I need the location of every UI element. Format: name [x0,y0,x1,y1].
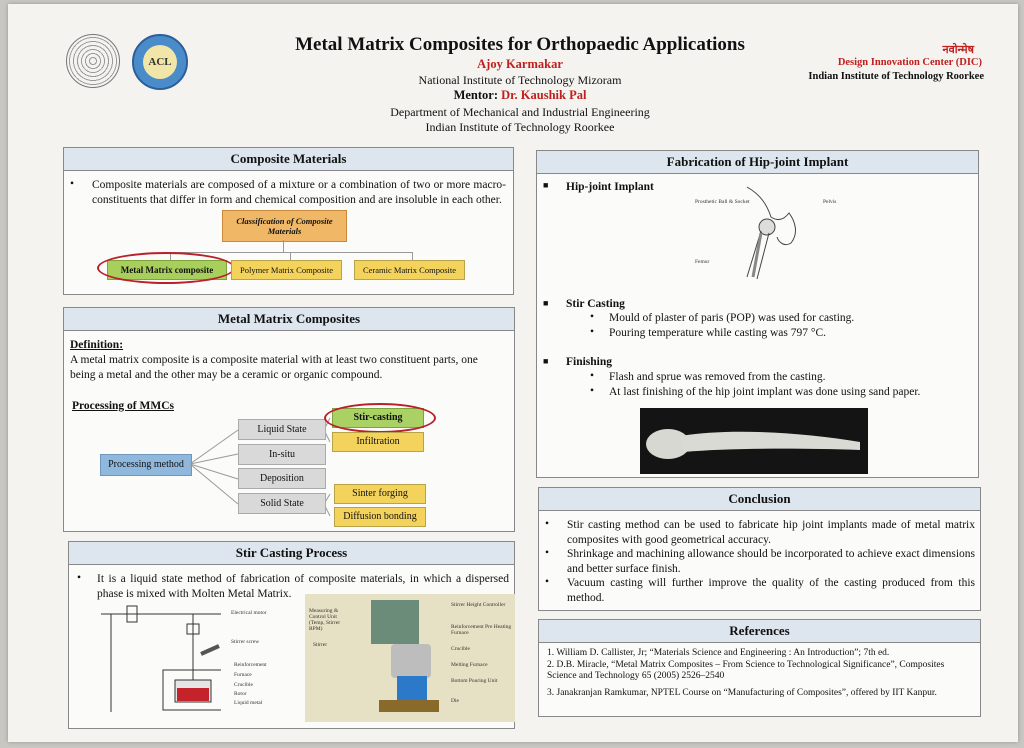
composite-text: Composite materials are composed of a mixture or a combination of two or more macro-constituents that differ in form and chemical composition and are insoluble in each other. [92,179,506,206]
hip-implant-photo [640,408,868,474]
mentor-prefix: Mentor: [453,88,502,102]
square-bullet-icon: ■ [543,356,549,366]
references-title: References [539,620,980,643]
bullet-icon: • [545,547,550,559]
bullet-icon: • [545,518,550,530]
poster-title: Metal Matrix Composites for Orthopaedic Applications [295,34,745,55]
conclusion-point-3: Vacuum casting will further improve the quality of the casting produced from this method. [567,577,975,604]
photo-label: Melting Furnace [451,662,488,668]
liquid-state-box: Liquid State [238,419,326,440]
finishing-label: Finishing [566,356,613,368]
mentor-line [0,88,1024,103]
conclusion-panel [538,487,981,611]
reference-1: 1. William D. Callister, Jr; “Materials Science and Engineering : An Introduction”; 7th ed. [547,648,890,658]
classification-box: Classification of Composite Materials [222,210,347,242]
institute: Indian Institute of Technology Roorkee [425,120,615,134]
polymer-matrix-box: Polymer Matrix Composite [231,260,342,280]
stir-point-1: Mould of plaster of paris (POP) was used for casting. [609,312,855,324]
conclusion-point-2: Shrinkage and machining allowance should be incorporated to achieve exact dimensions and better surface finish. [567,548,975,575]
control-unit [371,600,419,644]
connector [290,252,291,260]
photo-label: Bottom Pouring Unit [451,678,498,684]
bullet-icon: • [545,576,550,588]
die [379,700,439,712]
label-rotor: Rotor [234,691,247,697]
conclusion-title: Conclusion [539,488,980,511]
bullet-icon: • [590,385,595,397]
deposition-box: Deposition [238,468,326,489]
definition-label: Definition: [70,339,124,351]
label-stirrer-screw: Stirrer screw [231,639,260,645]
processing-label: Processing of MMCs [72,400,174,412]
finish-point-1: Flash and sprue was removed from the casting. [609,371,826,383]
reference-2: 2. D.B. Miracle, “Metal Matrix Composites – From Science to Technological Significance”, Composites Science and Technology 65 (2005) 2526–2540 [547,660,945,681]
label-pelvis: Pelvis [823,199,837,205]
composite-materials-title: Composite Materials [64,148,513,171]
label-reinforcement: Reinforcement [234,662,267,668]
department: Department of Mechanical and Industrial Engineering [390,105,650,119]
square-bullet-icon: ■ [543,180,549,190]
references-panel [538,619,981,717]
photo-label: Die [451,698,459,704]
stir-casting-photo [305,594,515,722]
composite-materials-panel [63,147,514,295]
photo-label: Stirrer Height Controller [451,602,506,608]
photo-label: Stirrer [313,642,328,648]
label-liquid-metal: Liquid metal [234,700,263,706]
finish-point-2: At last finishing of the hip joint implant was done using sand paper. [609,386,921,398]
acl-logo-text: ACL [143,45,177,79]
fabrication-panel [536,150,979,478]
label-femur: Femur [695,259,710,265]
stir-point-2: Pouring temperature while casting was 797 °C. [609,327,826,339]
stir-casting-label: Stir Casting [566,298,625,310]
square-bullet-icon: ■ [543,298,549,308]
dic-hindi: नवोन्मेष [942,44,974,56]
sinter-forging-box: Sinter forging [334,484,426,504]
ceramic-matrix-box: Ceramic Matrix Composite [354,260,465,280]
stir-casting-panel [68,541,515,729]
hip-joint-sketch [727,181,817,281]
mentor-name: Dr. Kaushik Pal [501,88,587,102]
label-crucible: Crucible [234,682,253,688]
definition-text: A metal matrix composite is a composite material with at least two constituent parts, one being a metal and the other may be a ceramic or organic compound. [70,354,478,381]
bullet-icon: • [590,326,595,338]
conclusion-point-1: Stir casting method can be used to fabricate hip joint implants made of metal matrix composites with good geometrical accuracy. [567,519,975,546]
dic-institute: Indian Institute of Technology Roorkee [808,71,984,82]
pouring-unit [397,676,427,702]
connector [170,252,413,253]
label-electrical-motor: Electrical motor [231,610,267,616]
stir-casting-title: Stir Casting Process [69,542,514,565]
diffusion-bonding-box: Diffusion bonding [334,507,426,527]
metal-matrix-box: Metal Matrix composite [107,260,227,280]
highlight-ring [97,252,235,284]
hip-joint-label: Hip-joint Implant [566,181,654,193]
mmc-panel [63,307,515,532]
author-institute: National Institute of Technology Mizoram [418,73,622,87]
photo-label: Measuring & Control Unit (Temp, Stirrer RPM) [309,608,341,632]
infiltration-box: Infiltration [332,432,424,452]
connector [412,252,413,260]
bullet-icon: • [590,311,595,323]
in-situ-box: In-situ [238,444,326,465]
implant-shape [640,408,868,474]
mmc-title: Metal Matrix Composites [64,308,514,331]
furnace [391,644,431,678]
reference-3: 3. Janakranjan Ramkumar, NPTEL Course on “Manufacturing of Composites”, offered by IIT Kanpur. [547,688,937,698]
photo-label: Crucible [451,646,470,652]
author-name: Ajoy Karmakar [477,57,563,71]
dic-name: Design Innovation Center (DIC) [837,57,982,68]
bullet-icon: • [77,572,82,584]
photo-label: Reinforcement Pre Heating Furnace [451,624,512,636]
label-ball-socket: Prosthetic Ball & Socket [695,199,750,205]
stir-casting-schematic [101,602,221,714]
solid-state-box: Solid State [238,493,326,514]
highlight-ring [324,403,436,433]
bullet-icon: • [70,178,75,190]
stir-casting-box: Stir-casting [332,408,424,428]
poster [8,4,1018,742]
fabrication-title: Fabrication of Hip-joint Implant [537,151,978,174]
label-furnace: Furnace [234,672,252,678]
connector [283,240,284,252]
processing-method-box: Processing method [100,454,192,476]
bullet-icon: • [590,370,595,382]
stir-casting-text: It is a liquid state method of fabrication of composite materials, in which a dispersed phase is mixed with Molten Metal Matrix. [97,573,509,600]
